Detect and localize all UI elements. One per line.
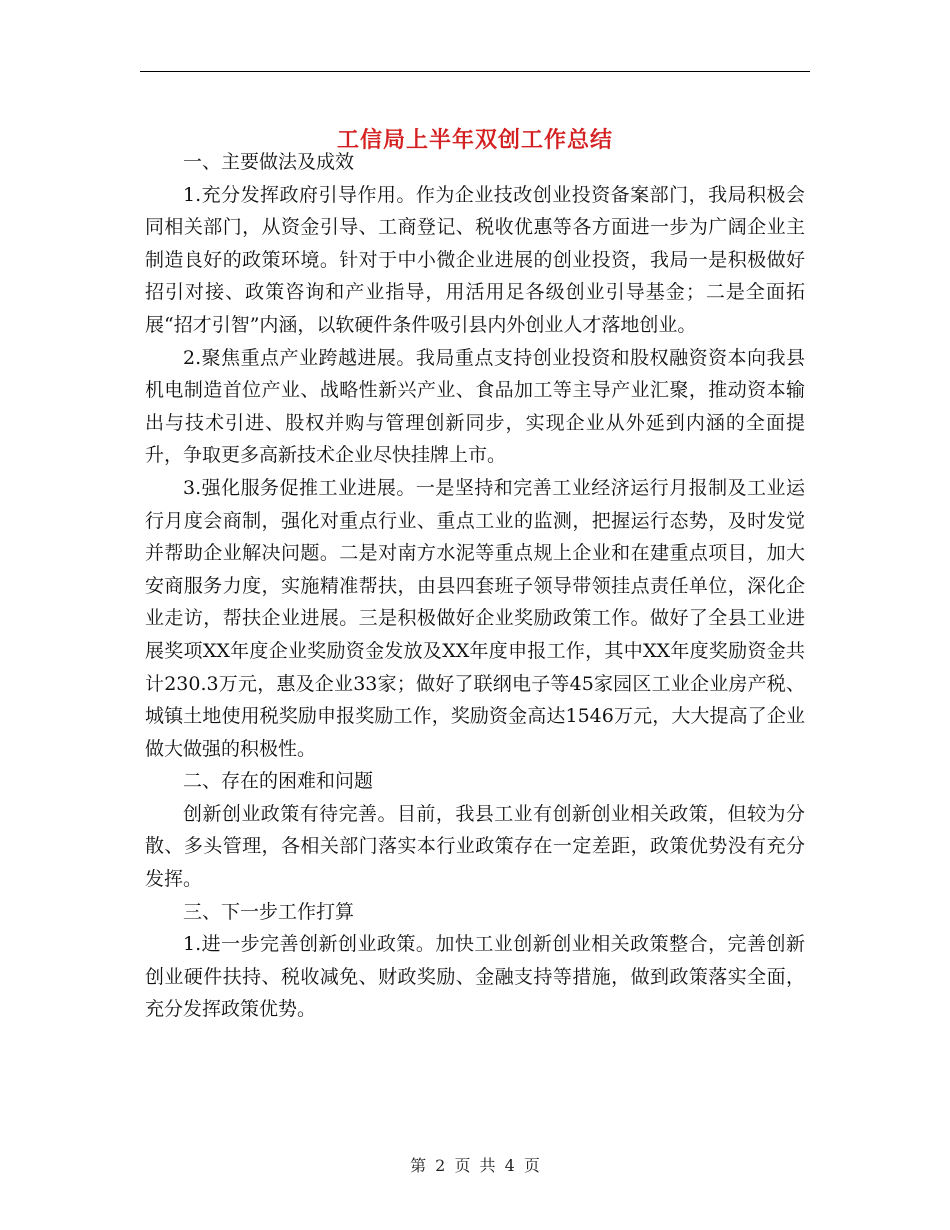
header-rule [140, 71, 810, 72]
document-body [145, 146, 805, 1026]
section-heading-1: 一、主要做法及成效 [183, 151, 355, 173]
document-title: 工信局上半年双创工作总结 [336, 127, 613, 153]
paragraph-4: 创新创业政策有待完善。目前，我县工业有创新创业相关政策，但较为分散、多头管理，各相关部门落实本行业政策存在一定差距，政策优势没有充分发挥。 [145, 802, 805, 891]
page-number-footer: 第 2 页 共 4 页 [410, 1156, 540, 1175]
section-heading-2: 二、存在的困难和问题 [183, 770, 374, 793]
paragraph-2: 2.聚焦重点产业跨越进展。我局重点支持创业投资和股权融资资本向我县机电制造首位产业、战略性新兴产业、食品加工等主导产业汇聚，推动资本输出与技术引进、股权并购与管理创新同步，实现企业从外延到内涵的全面提升，争取更多高新技术企业尽快挂牌上市。 [145, 346, 805, 467]
paragraph-1: 1.充分发挥政府引导作用。作为企业技改创业投资备案部门，我局积极会同相关部门，从资金引导、工商登记、税收优惠等各方面进一步为广阔企业主制造良好的政策环境。针对于中小微企业进展的创业投资，我局一是积极做好招引对接、政策咨询和产业指导，用活用足各级创业引导基金；二是全面拓展“招才引智”内涵，以软硬件条件吸引县内外创业人才落地创业。 [145, 183, 805, 336]
section-heading-3: 三、下一步工作打算 [183, 900, 355, 923]
paragraph-5: 1.进一步完善创新创业政策。加快工业创新创业相关政策整合，完善创新创业硬件扶持、税收减免、财政奖励、金融支持等措施，做到政策落实全面，充分发挥政策优势。 [145, 933, 805, 1021]
paragraph-3: 3.强化服务促推工业进展。一是坚持和完善工业经济运行月报制及工业运行月度会商制，强化对重点行业、重点工业的监测，把握运行态势，及时发觉并帮助企业解决问题。二是对南方水泥等重点规上企业和在建重点项目，加大安商服务力度，实施精准帮扶，由县四套班子领导带领挂点责任单位，深化企业走访，帮扶企业进展。三是积极做好企业奖励政策工作。做好了全县工业进展奖项XX年度企业奖励资金发放及XX年度申报工作，其中XX年度奖励资金共计230.3万元，惠及企业33家；做好了联纲电子等45家园区工业企业房产税、城镇土地使用税奖励申报奖励工作，奖励资金高达1546万元，大大提高了企业做大做强的积极性。 [145, 476, 805, 760]
